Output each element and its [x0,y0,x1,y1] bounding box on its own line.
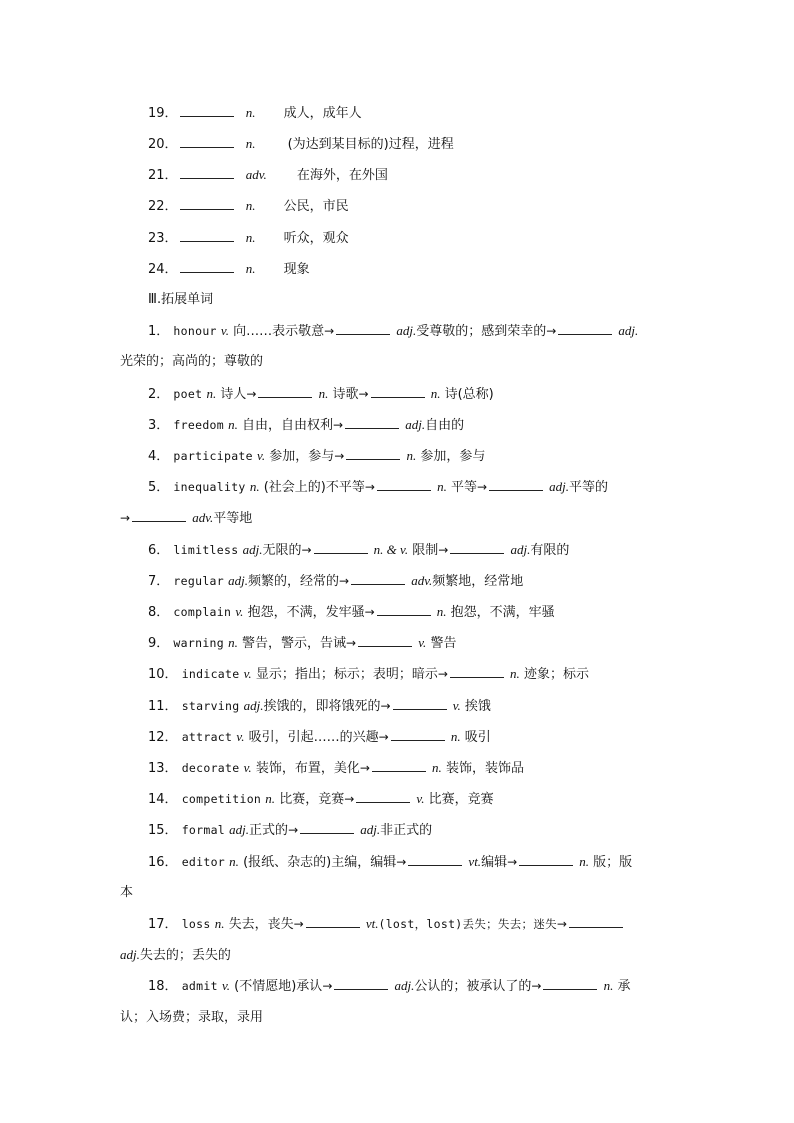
answer-blank[interactable] [180,197,234,210]
item-number: 6． [148,543,170,558]
item-number: 16． [148,855,178,870]
part-of-speech: n. [229,854,239,869]
part-of-speech: v. [220,323,229,338]
meaning: 编辑 [481,855,508,870]
part-of-speech: adj. [510,542,531,557]
answer-blank[interactable] [300,821,354,834]
answer-blank[interactable] [372,759,426,772]
arrow-icon: → [293,917,304,931]
arrow-icon: → [246,387,257,401]
item-number: 13． [148,761,178,776]
arrow-icon: → [364,605,375,619]
part-of-speech: adj. [228,573,249,588]
part-of-speech: v. [418,635,427,650]
answer-blank[interactable] [356,790,410,803]
meaning: 参加，参与 [420,449,486,464]
arrow-icon: → [346,636,357,650]
ext-item-14 [148,790,494,809]
arrow-icon: → [531,979,542,993]
item-number: 8． [148,605,170,620]
part-of-speech: n. [245,198,256,213]
item-number: 11． [148,699,178,714]
item-number: 3． [148,418,170,433]
meaning: 公民，市民 [283,199,349,214]
answer-blank[interactable] [336,322,390,335]
answer-blank[interactable] [358,634,412,647]
arrow-icon: → [301,543,312,557]
meaning: 平等的 [569,480,609,495]
word: limitless [173,543,239,557]
meaning: (为达到某目标的)过程，进程 [287,137,454,152]
meaning: 诗人 [220,387,247,402]
ext-item-5 [148,478,608,497]
arrow-icon: → [359,761,370,775]
part-of-speech: n. [228,417,238,432]
word: warning [173,636,224,650]
word: indicate [181,667,240,681]
item-number: 4． [148,449,170,464]
meaning: 参加，参与 [269,449,335,464]
arrow-icon: → [437,667,448,681]
answer-blank[interactable] [391,728,445,741]
answer-blank[interactable] [334,977,388,990]
part-of-speech: n. & v. [373,542,409,557]
ext-item-17-cont [120,946,231,965]
answer-blank[interactable] [393,697,447,710]
word: formal [181,823,226,837]
arrow-icon: → [380,699,391,713]
answer-blank[interactable] [306,915,360,928]
meaning: 警告，警示，告诫 [242,636,347,651]
part-of-speech: n. [430,386,441,401]
part-of-speech: adj. [120,947,140,962]
meaning: 频繁的，经常的 [248,574,340,589]
part-of-speech: n. [510,666,520,681]
word: decorate [181,761,240,775]
meaning: 频繁地，经常地 [432,574,524,589]
arrow-icon: → [288,823,299,837]
ext-item-13 [148,759,524,778]
meaning: 向……表示敬意 [233,324,325,339]
meaning: 抱怨，不满，发牢骚 [247,605,365,620]
part-of-speech: n. [245,136,256,151]
word: complain [173,605,232,619]
answer-blank[interactable] [132,509,186,522]
ext-item-9 [148,634,456,653]
answer-blank[interactable] [377,478,431,491]
meaning: 诗歌 [332,387,359,402]
ext-item-18 [148,977,631,996]
part-of-speech: n. [214,916,225,931]
ext-item-18-cont: 认；入场费；录取，录用 [120,1010,264,1025]
part-of-speech: n. [265,791,276,806]
answer-blank[interactable] [408,853,462,866]
meaning: 警告 [430,636,457,651]
word: inequality [173,480,246,494]
item-number: 15． [148,823,178,838]
meaning: 无限的 [262,543,302,558]
meaning: 在海外，在外国 [296,168,388,183]
ext-item-6 [148,541,569,560]
ext-item-16-cont: 本 [120,885,134,900]
word: honour [173,324,217,338]
arrow-icon: → [546,324,557,338]
part-of-speech: n. [245,230,256,245]
vocab-item-23 [148,229,349,248]
meaning: 受尊敬的；感到荣幸的 [416,324,547,339]
meaning: 平等地 [213,511,253,526]
part-of-speech: adv. [411,573,433,588]
vocab-item-24 [148,260,310,279]
answer-blank[interactable] [180,166,234,179]
vocab-item-20 [148,135,454,154]
meaning: (报纸、杂志的)主编，编辑 [243,855,397,870]
ext-item-8 [148,603,555,622]
word: freedom [173,418,224,432]
part-of-speech: v. [452,698,461,713]
arrow-icon: → [322,979,333,993]
arrow-icon: → [344,792,355,806]
ext-item-10 [148,665,589,684]
part-of-speech: n. [318,386,329,401]
part-of-speech: adj. [360,822,381,837]
part-of-speech: adj. [243,698,264,713]
answer-blank[interactable] [489,478,543,491]
part-of-speech: v. [243,760,252,775]
arrow-icon: → [358,387,369,401]
answer-blank[interactable] [180,229,234,242]
meaning: 听众，观众 [283,231,349,246]
vocab-item-22 [148,197,349,216]
arrow-icon: → [333,418,344,432]
section-heading: Ⅲ.拓展单词 [148,292,214,307]
part-of-speech: n. [245,105,256,120]
part-of-speech: n. [579,854,590,869]
item-number: 24． [148,262,178,277]
part-of-speech: n. [603,978,614,993]
answer-blank[interactable] [519,853,573,866]
word: poet [173,387,203,401]
meaning: 装饰，装饰品 [445,761,524,776]
item-number: 18． [148,979,178,994]
part-of-speech: n. [206,386,217,401]
answer-blank[interactable] [569,915,623,928]
arrow-icon: → [120,511,131,525]
part-of-speech: n. [436,604,447,619]
ext-item-5-cont [120,509,252,528]
answer-blank[interactable] [377,603,431,616]
part-of-speech: v. [416,791,425,806]
arrow-icon: → [339,574,350,588]
item-number: 7． [148,574,170,589]
meaning: 自由的 [425,418,465,433]
ext-item-1 [148,322,638,341]
word: starving [181,699,240,713]
item-number: 17． [148,917,178,932]
item-number: 22． [148,199,178,214]
answer-blank[interactable] [345,416,399,429]
part-of-speech: vt. [365,916,379,931]
ext-item-17 [148,915,625,934]
meaning: 比赛，竞赛 [428,792,494,807]
meaning: 承 [617,979,631,994]
meaning: 吸引，引起……的兴趣 [248,730,379,745]
part-of-speech: adj. [242,542,263,557]
meaning: 正式的 [249,823,289,838]
meaning: 比赛，竞赛 [279,792,345,807]
part-of-speech: adj. [618,323,639,338]
meaning: 版；版 [593,855,633,870]
answer-blank[interactable] [450,665,504,678]
meaning: 平等 [450,480,477,495]
part-of-speech: n. [249,479,260,494]
word: regular [173,574,224,588]
part-of-speech: adj. [549,479,570,494]
word: participate [173,449,253,463]
arrow-icon: → [364,480,375,494]
answer-blank[interactable] [346,447,400,460]
part-of-speech: adj. [405,417,426,432]
meaning: 公认的；被承认了的 [414,979,532,994]
part-of-speech: n. [245,261,256,276]
arrow-icon: → [476,480,488,494]
meaning: 非正式的 [380,823,433,838]
word: loss [181,917,211,931]
meaning: 失去的；丢失的 [139,948,231,963]
part-of-speech: v. [257,448,266,463]
word: editor [181,855,226,869]
answer-blank[interactable] [314,541,368,554]
part-of-speech: adj. [396,323,417,338]
meaning: (lost，lost)丢失；失去；迷失 [378,917,557,931]
meaning: 自由，自由权利 [242,418,334,433]
arrow-icon: → [396,855,407,869]
item-number: 23． [148,231,178,246]
meaning: 挨饿的，即将饿死的 [263,699,381,714]
meaning: (社会上的)不平等 [263,480,365,495]
ext-item-4 [148,447,485,466]
part-of-speech: v. [235,604,244,619]
meaning: 现象 [283,262,310,277]
arrow-icon: → [556,917,567,931]
item-number: 5． [148,480,170,495]
part-of-speech: n. [437,479,447,494]
arrow-icon: → [324,324,335,338]
answer-blank[interactable] [180,135,234,148]
part-of-speech: adj. [229,822,250,837]
ext-item-1-cont: 光荣的；高尚的；尊敬的 [120,354,264,369]
meaning: 显示；指出；标示；表明；暗示 [255,667,438,682]
arrow-icon: → [507,855,518,869]
vocab-item-19 [148,104,362,123]
meaning: (不情愿地)承认 [234,979,323,994]
meaning: 吸引 [464,730,491,745]
item-number: 2． [148,387,170,402]
ext-item-2 [148,385,494,404]
ext-item-3 [148,416,464,435]
meaning: 挨饿 [464,699,491,714]
part-of-speech: n. [450,729,461,744]
part-of-speech: n. [432,760,442,775]
answer-blank[interactable] [180,260,234,273]
answer-blank[interactable] [351,572,405,585]
answer-blank[interactable] [258,385,312,398]
meaning: 有限的 [530,543,570,558]
arrow-icon: → [334,449,345,463]
word: competition [181,792,262,806]
item-number: 12． [148,730,178,745]
part-of-speech: v. [243,666,252,681]
arrow-icon: → [438,543,449,557]
answer-blank[interactable] [450,541,504,554]
part-of-speech: v. [236,729,245,744]
meaning: 装饰，布置，美化 [255,761,360,776]
item-number: 10． [148,667,178,682]
part-of-speech: adj. [394,978,415,993]
item-number: 20． [148,137,178,152]
answer-blank[interactable] [371,385,425,398]
meaning: 抱怨，不满，牢骚 [450,605,555,620]
item-number: 21． [148,168,178,183]
meaning: 成人，成年人 [283,106,362,121]
word: admit [181,979,218,993]
item-number: 19． [148,106,178,121]
part-of-speech: adv. [192,510,214,525]
meaning: 限制 [412,543,439,558]
answer-blank[interactable] [558,322,612,335]
part-of-speech: vt. [468,854,482,869]
part-of-speech: n. [406,448,417,463]
meaning: 诗(总称) [444,387,494,402]
vocab-item-21 [148,166,388,185]
ext-item-15 [148,821,432,840]
answer-blank[interactable] [543,977,597,990]
part-of-speech: n. [228,635,238,650]
word: attract [181,730,233,744]
meaning: 迹象；标示 [523,667,589,682]
meaning: 失去，丧失 [228,917,294,932]
ext-item-12 [148,728,491,747]
item-number: 9． [148,636,170,651]
part-of-speech: v. [221,978,231,993]
ext-item-16 [148,853,632,872]
ext-item-7 [148,572,523,591]
part-of-speech: adv. [245,167,267,182]
item-number: 1． [148,324,170,339]
arrow-icon: → [378,730,389,744]
item-number: 14． [148,792,178,807]
answer-blank[interactable] [180,104,234,117]
ext-item-11 [148,697,491,716]
